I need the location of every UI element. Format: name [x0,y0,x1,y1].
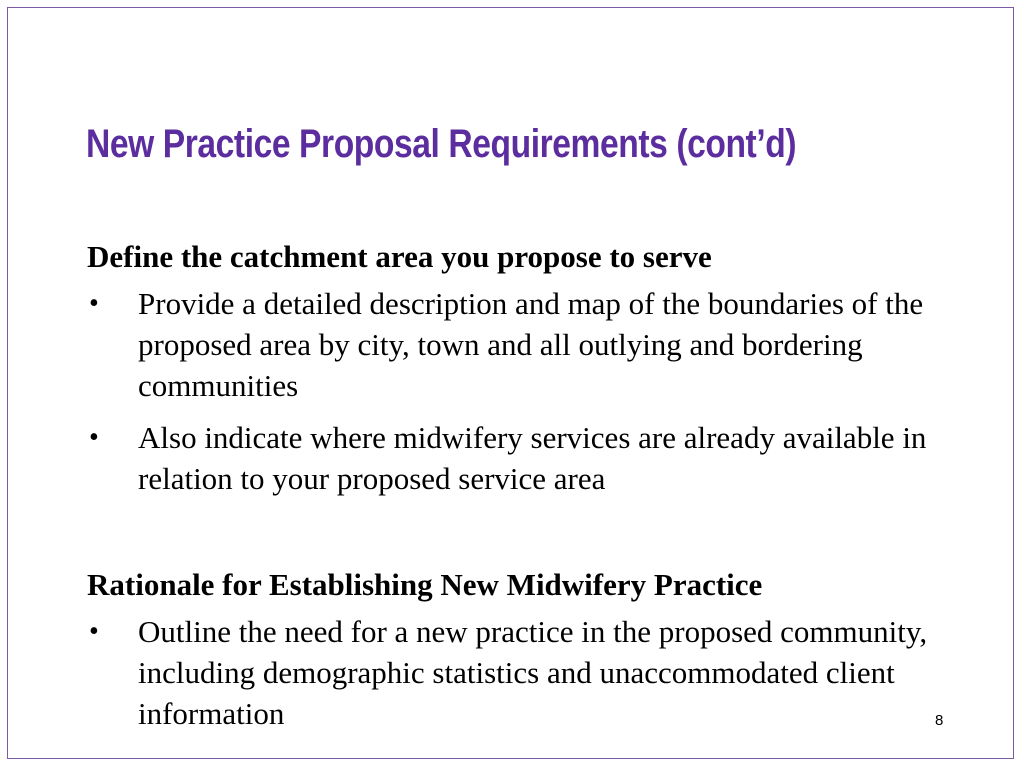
section-heading: Rationale for Establishing New Midwifery Practice [87,567,763,602]
slide [7,7,1014,759]
page-number: 8 [935,712,944,729]
bullet-text: Also indicate where midwifery services are already available in relation to your proposed service area [138,420,927,496]
bullet-icon: • [89,616,99,647]
bullet-list [87,283,947,499]
catchment-area-section [87,236,947,510]
bullet-text: Outline the need for a new practice in the proposed community, including demographic statistics and unaccommodated client information [138,614,928,731]
rationale-section [87,564,947,745]
bullet-item [87,283,947,406]
bullet-text: Provide a detailed description and map of the boundaries of the proposed area by city, town and all outlying and bordering communities [138,286,924,403]
bullet-icon: • [89,288,99,319]
bullet-item [87,417,947,499]
section-heading: Define the catchment area you propose to serve [87,239,712,274]
bullet-list [87,611,947,734]
bullet-icon: • [89,422,99,453]
slide-title: New Practice Proposal Requirements (cont’d) [86,122,797,166]
bullet-item [87,611,947,734]
